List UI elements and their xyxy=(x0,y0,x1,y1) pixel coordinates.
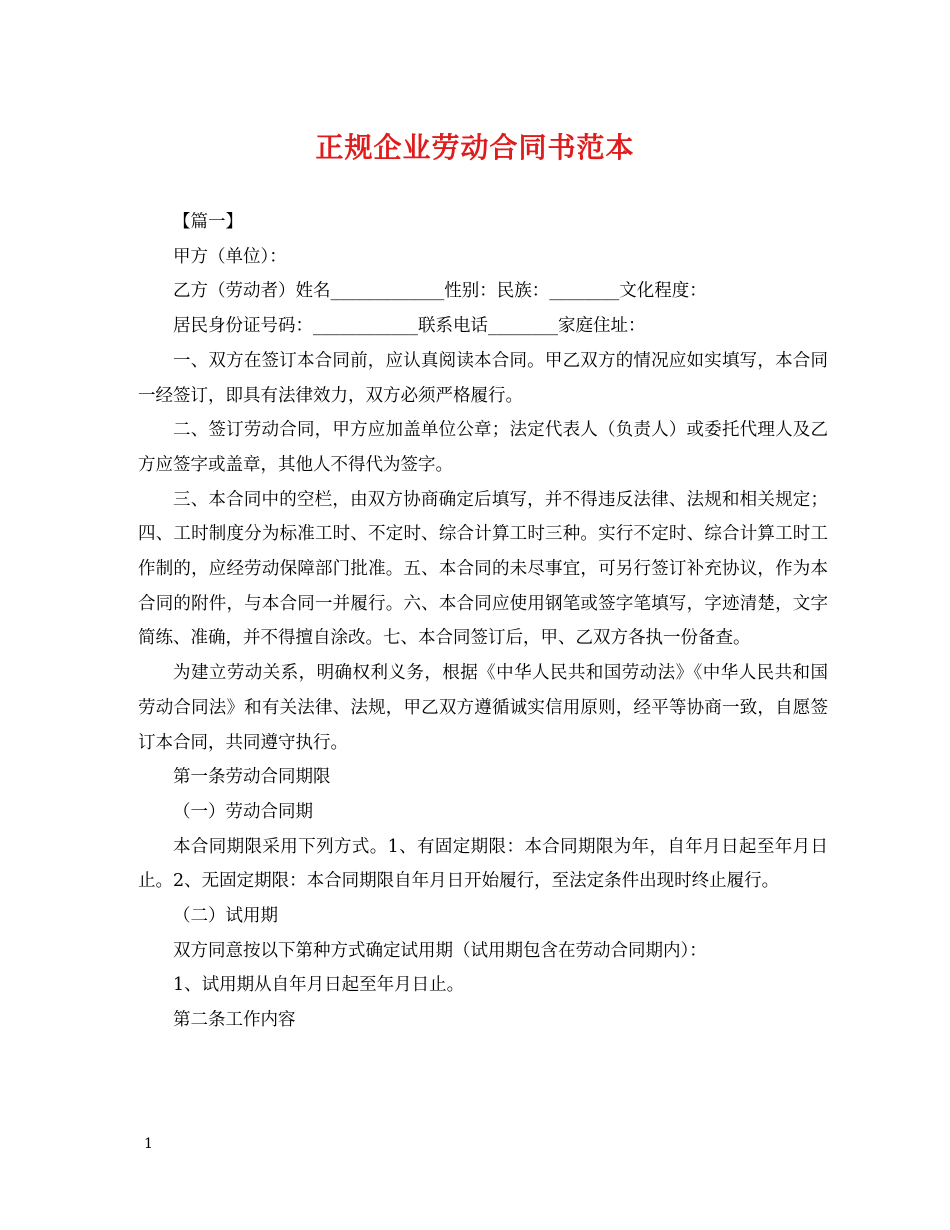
note-paragraph-3: 三、本合同中的空栏，由双方协商确定后填写，并不得违反法律、法规和相关规定；四、工时制度分为标准工时、不定时、综合计算工时三种。实行不定时、综合计算工时工作制的，应经劳动保障部门批准。五、本合同的未尽事宜，可另行签订补充协议，作为本合同的附件，与本合同一并履行。六、本合同应使用钢笔或签字笔填写，字迹清楚，文字简练、准确，并不得擅自涂改。七、本合同签订后，甲、乙双方各执一份备查。 xyxy=(138,489,828,649)
document-title: 正规企业劳动合同书范本 xyxy=(315,131,635,164)
probation-paragraph: 双方同意按以下第种方式确定试用期（试用期包含在劳动合同期内）： xyxy=(173,940,707,961)
subsection-2-heading: （二）试用期 xyxy=(173,906,278,927)
article-1-heading: 第一条劳动合同期限 xyxy=(173,767,331,788)
party-b-line: 乙方（劳动者）姓名_____________性别：民族：________文化程度： xyxy=(173,281,707,302)
document-body xyxy=(138,205,828,1038)
note-paragraph-1: 一、双方在签订本合同前，应认真阅读本合同。甲乙双方的情况应如实填写，本合同一经签订，即具有法律效力，双方必须严格履行。 xyxy=(138,350,828,406)
term-paragraph: 本合同期限采用下列方式。1、有固定期限：本合同期限为年，自年月日起至年月日止。2、无固定期限：本合同期限自年月日开始履行，至法定条件出现时终止履行。 xyxy=(138,836,828,892)
page-number: 1 xyxy=(144,1136,153,1152)
party-a-line: 甲方（单位）： xyxy=(173,246,287,267)
probation-period-line: 1、试用期从自年月日起至年月日止。 xyxy=(173,975,465,996)
subsection-1-heading: （一）劳动合同期 xyxy=(173,801,313,822)
id-contact-line: 居民身份证号码：____________联系电话________家庭住址： xyxy=(173,316,646,337)
section-heading: 【篇一】 xyxy=(173,212,243,232)
preamble-paragraph: 为建立劳动关系，明确权利义务，根据《中华人民共和国劳动法》《中华人民共和国劳动合同法》和有关法律、法规，甲乙双方遵循诚实信用原则，经平等协商一致，自愿签订本合同，共同遵守执行。 xyxy=(138,663,828,753)
note-paragraph-2: 二、签订劳动合同，甲方应加盖单位公章；法定代表人（负责人）或委托代理人及乙方应签字或盖章，其他人不得代为签字。 xyxy=(138,420,828,475)
article-2-heading: 第二条工作内容 xyxy=(173,1010,296,1031)
